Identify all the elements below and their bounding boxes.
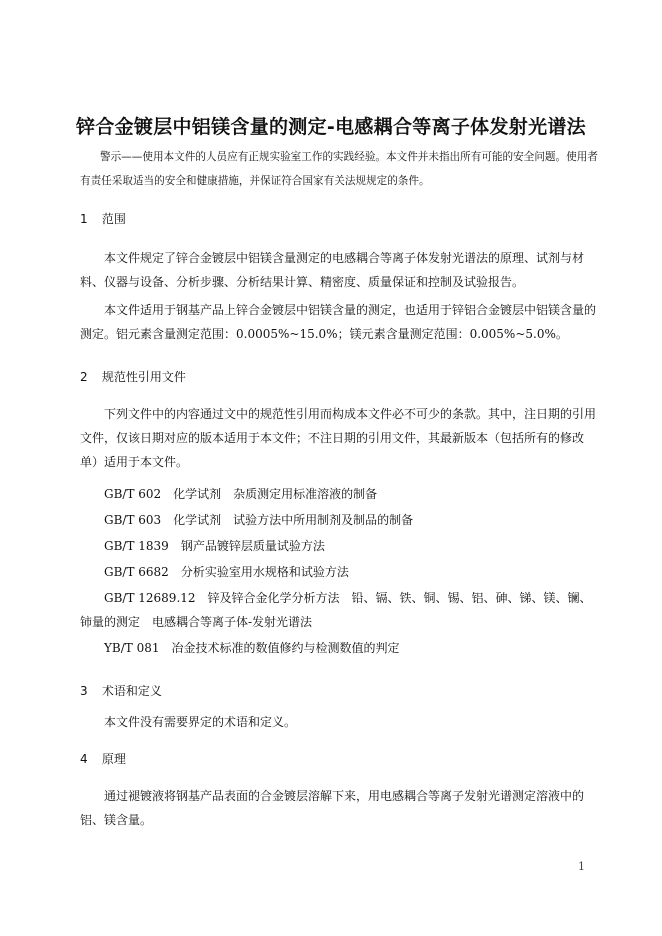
scope-paragraph-2: 本文件适用于钢基产品上锌合金镀层中铝镁含量的测定，也适用于锌铝合金镀层中铝镁含量的测定。铝元素含量测定范围：0.0005%~15.0%；镁元素含量测定范围：0.005%~5.0%。 — [80, 303, 597, 341]
section-title: 规范性引用文件 — [101, 370, 186, 384]
warning-notice: 警示——使用本文件的人员应有正规实验室工作的实践经验。本文件并未指出所有可能的安全问题。使用者有责任采取适当的安全和健康措施，并保证符合国家有关法规规定的条件。 — [80, 151, 598, 187]
reference-title: 化学试剂 杂质测定用标准溶液的制备 — [173, 487, 378, 501]
section-title: 范围 — [101, 212, 126, 226]
reference-title: 钢产品镀锌层质量试验方法 — [180, 539, 325, 553]
reference-code: GB/T 12689.12 — [104, 591, 196, 605]
terms-paragraph: 本文件没有需要界定的术语和定义。 — [104, 715, 297, 729]
reference-title: 化学试剂 试验方法中所用制剂及制品的制备 — [173, 513, 414, 527]
section-number: 4 — [80, 752, 88, 766]
normative-intro: 下列文件中的内容通过文中的规范性引用而构成本文件必不可少的条款。其中，注日期的引用文件，仅该日期对应的版本适用于本文件；不注日期的引用文件，其最新版本（包括所有的修改单）适用于本文件。 — [80, 407, 597, 469]
reference-item — [80, 482, 600, 506]
section-heading-principle — [80, 750, 126, 767]
reference-code: GB/T 1839 — [104, 539, 169, 553]
reference-title: 分析实验室用水规格和试验方法 — [180, 565, 349, 579]
reference-code: YB/T 081 — [104, 641, 160, 655]
reference-title: 冶金技术标准的数值修约与检测数值的判定 — [171, 641, 400, 655]
section-heading-scope — [80, 210, 126, 227]
section-title: 术语和定义 — [101, 684, 162, 698]
reference-item — [80, 508, 600, 532]
reference-code: GB/T 603 — [104, 513, 162, 527]
document-title: 锌合金镀层中铝镁含量的测定-电感耦合等离子体发射光谱法 — [76, 116, 586, 138]
reference-item — [80, 636, 600, 660]
scope-paragraph-1: 本文件规定了锌合金镀层中铝镁含量测定的电感耦合等离子体发射光谱法的原理、试剂与材料、仪器与设备、分析步骤、分析结果计算、精密度、质量保证和控制及试验报告。 — [80, 251, 585, 289]
section-heading-terms — [80, 682, 162, 699]
reference-title: 锌及锌合金化学分析方法 铅、镉、铁、铜、锡、铝、砷、锑、镁、镧、铈量的测定 电感耦合等离子体-发射光谱法 — [80, 591, 592, 629]
reference-code: GB/T 6682 — [104, 565, 169, 579]
section-number: 2 — [80, 370, 88, 384]
section-number: 3 — [80, 684, 88, 698]
reference-item — [80, 586, 600, 634]
principle-paragraph: 通过褪镀液将钢基产品表面的合金镀层溶解下来，用电感耦合等离子发射光谱测定溶液中的铝、镁含量。 — [80, 789, 585, 827]
section-heading-normative — [80, 368, 186, 385]
reference-item — [80, 534, 600, 558]
section-number: 1 — [80, 212, 88, 226]
page-number: 1 — [578, 860, 585, 873]
reference-item — [80, 560, 600, 584]
reference-code: GB/T 602 — [104, 487, 162, 501]
section-title: 原理 — [101, 752, 126, 766]
